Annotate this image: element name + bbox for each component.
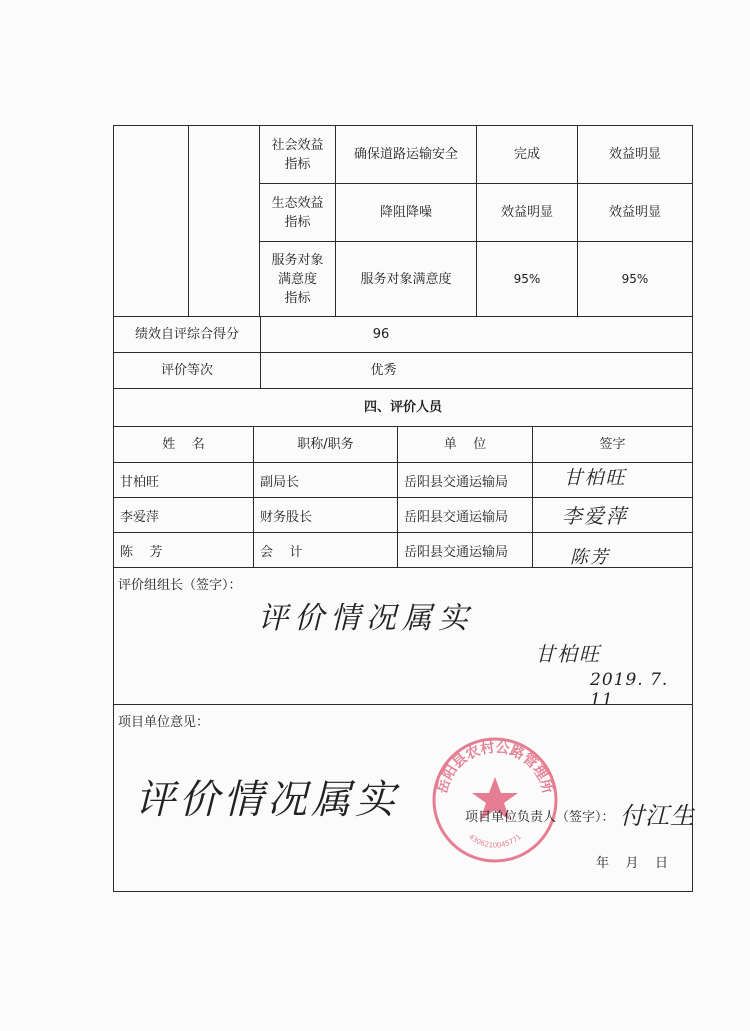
person-signature: 甘柏旺 — [563, 466, 627, 489]
indicator-satisfaction: 服务对象 满意度 指标 — [271, 252, 324, 306]
leader-comment: 评价情况属实 — [258, 601, 474, 636]
header-signature: 签字 — [599, 437, 626, 452]
score-value: 96 — [372, 327, 390, 342]
content-satisfaction: 服务对象满意度 — [360, 271, 452, 287]
leader-label: 评价组组长（签字）： — [118, 578, 242, 593]
section-title: 四、评价人员 — [363, 400, 442, 415]
project-unit-label: 项目单位意见： — [118, 715, 210, 730]
person-title: 副局长 — [260, 474, 300, 490]
responsible-signature: 付江生 — [620, 802, 695, 830]
score-label: 绩效自评综合得分 — [134, 327, 239, 342]
header-unit: 单 位 — [443, 437, 487, 452]
indicator-ecology: 生态效益 指标 — [271, 195, 324, 230]
indicator-social: 社会效益 指标 — [271, 137, 324, 172]
responsible-label: 项目单位负责人（签字）： — [465, 810, 615, 825]
person-signature: 李爱萍 — [562, 503, 628, 528]
person-unit: 岳阳县交通运输局 — [404, 474, 509, 490]
content-social: 确保道路运输安全 — [353, 147, 458, 162]
target-satisfaction: 95% — [513, 271, 541, 286]
seal-number: 4306210045771 — [467, 832, 523, 850]
grade-value: 优秀 — [370, 363, 397, 378]
person-unit: 岳阳县交通运输局 — [404, 544, 509, 560]
leader-signature: 甘柏旺 — [535, 642, 601, 666]
official-seal-icon — [430, 735, 560, 865]
actual-social: 效益明显 — [608, 147, 661, 162]
person-signature: 陈芳 — [570, 546, 610, 568]
person-title: 会 计 — [260, 544, 303, 560]
header-name: 姓 名 — [162, 437, 205, 452]
person-unit: 岳阳县交通运输局 — [404, 509, 509, 525]
target-social: 完成 — [513, 147, 540, 162]
seal-text: 岳阳县农村公路管理所 — [434, 739, 556, 796]
actual-satisfaction: 95% — [621, 271, 649, 286]
person-name: 甘柏旺 — [120, 474, 160, 490]
actual-ecology: 效益明显 — [608, 205, 661, 220]
person-title: 财务股长 — [260, 509, 313, 525]
person-name: 李爱萍 — [120, 509, 160, 525]
target-ecology: 效益明显 — [500, 205, 553, 220]
date-label: 年 月 日 — [596, 856, 669, 871]
content-ecology: 降阻降噪 — [379, 205, 432, 220]
grade-label: 评价等次 — [160, 363, 213, 378]
project-unit-comment: 评价情况属实 — [135, 777, 399, 823]
person-name: 陈 芳 — [120, 544, 163, 560]
header-title: 职称/职务 — [297, 437, 354, 452]
leader-date: 2019. 7. 11 — [590, 670, 669, 710]
svg-text:4306210045771 — [467, 833, 523, 850]
